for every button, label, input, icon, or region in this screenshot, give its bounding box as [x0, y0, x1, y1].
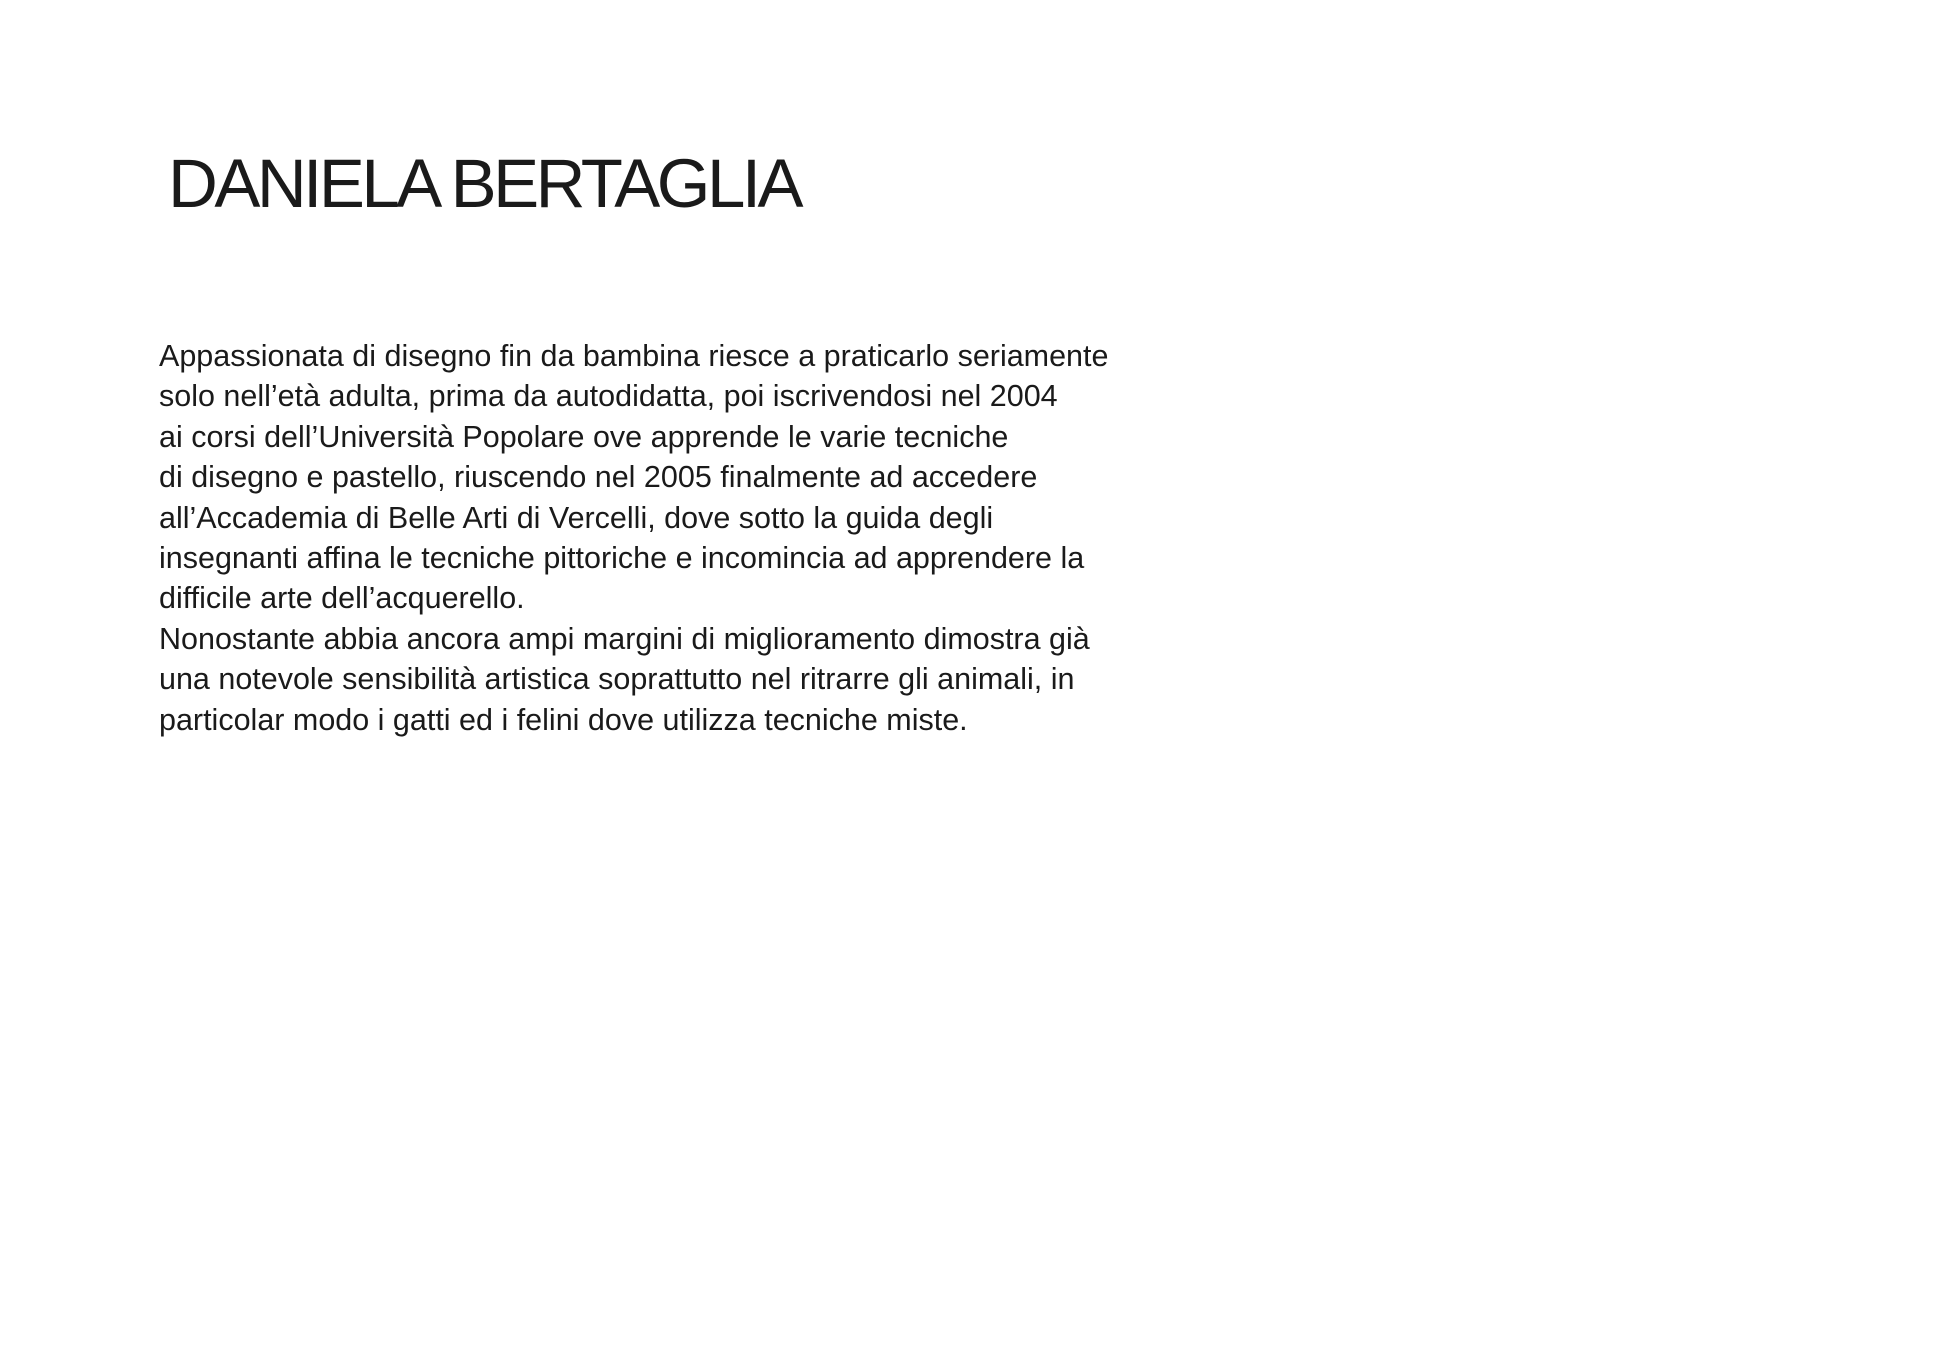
bio-line: una notevole sensibilità artistica soprattutto nel ritrarre gli animali, in	[159, 662, 1075, 697]
bio-line: all’Accademia di Belle Arti di Vercelli, dove sotto la guida degli	[159, 500, 994, 535]
bio-line: Nonostante abbia ancora ampi margini di miglioramento dimostra già	[159, 621, 1090, 656]
bio-line: solo nell’età adulta, prima da autodidatta, poi iscrivendosi nel 2004	[159, 379, 1058, 414]
bio-line: Appassionata di disegno fin da bambina riesce a praticarlo seriamente	[159, 339, 1109, 373]
biography-paragraph	[159, 336, 1279, 740]
bio-line: ai corsi dell’Università Popolare ove apprende le varie tecniche	[159, 419, 1009, 454]
bio-line: insegnanti affina le tecniche pittoriche e incomincia ad apprendere la	[159, 541, 1085, 576]
bio-line: difficile arte dell’acquerello.	[159, 581, 525, 616]
bio-line: particolar modo i gatti ed i felini dove utilizza tecniche miste.	[159, 702, 968, 737]
page-title: DANIELA BERTAGLIA	[168, 145, 801, 222]
bio-line: di disegno e pastello, riuscendo nel 2005 finalmente ad accedere	[159, 460, 1038, 495]
